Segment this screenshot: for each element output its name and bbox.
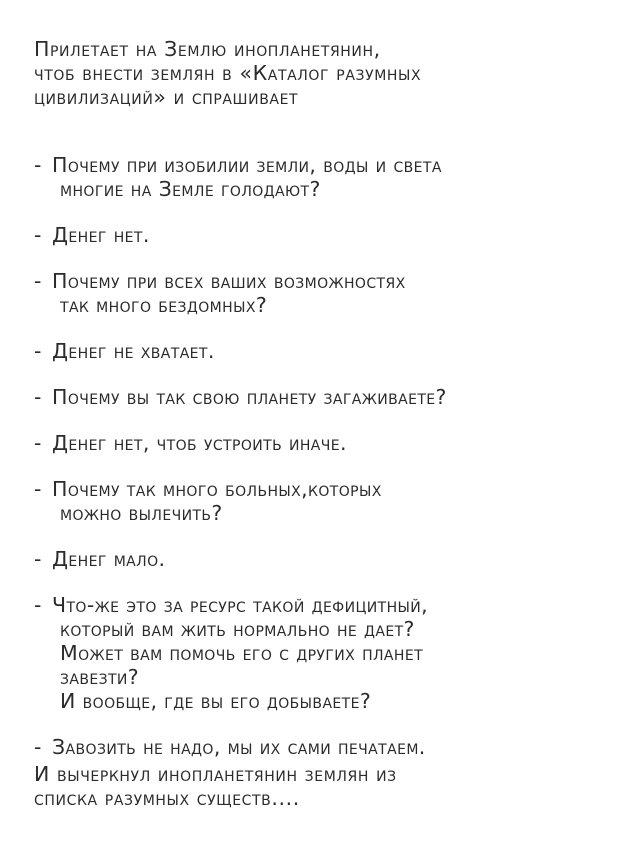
outro-line: списка разумных существ....	[34, 786, 300, 810]
replica-line: Почему вы так свою планету загаживаете?	[52, 385, 447, 409]
dash-marker: -	[34, 431, 42, 455]
replica-line: И вообще, где вы его добываете?	[60, 689, 372, 713]
replica-line: Денег мало.	[52, 547, 166, 571]
replica-answer-no-money-otherwise	[34, 431, 624, 455]
replica-line: можно вылечить?	[60, 501, 223, 525]
replica-question-sick	[34, 477, 624, 525]
dash-marker: -	[34, 153, 42, 177]
replica-line: который вам жить нормально не дает?	[60, 617, 415, 641]
replica-answer-we-print	[34, 735, 624, 759]
intro-line: Прилетает на Землю инопланетянин,	[34, 37, 381, 61]
replica-line: Почему так много больных,которых	[52, 477, 382, 501]
replica-question-pollution	[34, 385, 624, 409]
replica-question-homeless	[34, 269, 624, 317]
dash-marker: -	[34, 735, 42, 759]
intro-paragraph	[34, 37, 614, 109]
replica-line: многие на Земле голодают?	[60, 177, 321, 201]
replica-line: Завозить не надо, мы их сами печатаем.	[52, 735, 426, 759]
dash-marker: -	[34, 385, 42, 409]
replica-answer-little-money	[34, 547, 624, 571]
dash-marker: -	[34, 339, 42, 363]
replica-answer-no-money	[34, 223, 624, 247]
dialogue-list	[34, 153, 624, 759]
replica-answer-not-enough	[34, 339, 624, 363]
dash-marker: -	[34, 593, 42, 617]
replica-line: Может вам помочь его с других планет	[60, 641, 424, 665]
replica-question-resource	[34, 593, 624, 713]
dash-marker: -	[34, 223, 42, 247]
replica-line: Что-же это за ресурс такой дефицитный,	[52, 593, 429, 617]
replica-line: Почему при всех ваших возможностях	[52, 269, 406, 293]
outro-paragraph	[34, 762, 614, 810]
dash-marker: -	[34, 547, 42, 571]
replica-question-hunger	[34, 153, 624, 201]
replica-line: Денег нет, чтоб устроить иначе.	[52, 431, 347, 455]
intro-line: цивилизаций» и спрашивает	[34, 85, 299, 109]
replica-line: так много бездомных?	[60, 293, 268, 317]
replica-line: Денег нет.	[52, 223, 150, 247]
dash-marker: -	[34, 477, 42, 501]
intro-line: чтоб внести землян в «Каталог разумных	[34, 61, 422, 85]
replica-line: завезти?	[60, 665, 140, 689]
dash-marker: -	[34, 269, 42, 293]
replica-line: Денег не хватает.	[52, 339, 215, 363]
outro-line: И вычеркнул инопланетянин землян из	[34, 762, 397, 786]
replica-line: Почему при изобилии земли, воды и света	[52, 153, 442, 177]
